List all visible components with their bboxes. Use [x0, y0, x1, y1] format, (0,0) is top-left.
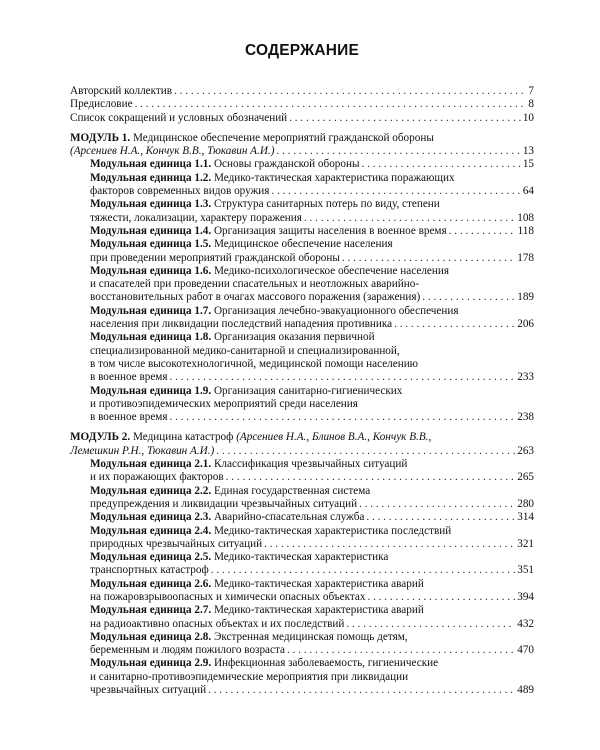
unit-title-line: специализированной медико-санитарной и специализированной, — [90, 344, 400, 357]
toc-page-number: 238 — [517, 411, 534, 424]
toc-page-number: 280 — [517, 497, 534, 510]
unit-label: Модульная единица 1.7. — [90, 304, 212, 317]
toc-page-number: 7 — [528, 85, 534, 97]
toc-unit-entry[interactable] — [70, 238, 534, 265]
unit-title-line: Медико-тактическая характеристика — [213, 551, 389, 564]
toc-page-number: 351 — [517, 564, 534, 577]
module-title: Медицина катастроф — [133, 431, 234, 444]
dot-leader — [135, 98, 527, 111]
dot-leader — [342, 252, 515, 265]
unit-label: Модульная единица 2.8. — [90, 630, 212, 643]
unit-label: Модульная единица 1.2. — [90, 171, 212, 184]
toc-page-number: 108 — [517, 211, 534, 224]
toc-page-number: 118 — [517, 224, 534, 237]
module-label: МОДУЛЬ 2. — [70, 431, 131, 444]
toc-unit-entry[interactable] — [70, 485, 534, 512]
module-label: МОДУЛЬ 1. — [70, 131, 131, 144]
unit-title-line: в военное время — [90, 371, 168, 384]
toc-unit-entry[interactable] — [70, 172, 534, 199]
dot-leader — [289, 112, 521, 125]
module-authors: Лемешкин Р.Н., Тюкавин А.И.) — [70, 444, 215, 457]
unit-title-line: восстановительных работ в очагах массового поражения (заражения) — [90, 291, 421, 304]
unit-label: Модульная единица 2.1. — [90, 458, 212, 471]
dot-leader — [170, 371, 516, 384]
unit-title-line: при проведении мероприятий гражданской обороны — [90, 251, 340, 264]
unit-title-line: Единая государственная система — [213, 484, 371, 497]
dot-leader — [264, 538, 515, 551]
unit-label: Модульная единица 2.7. — [90, 604, 212, 617]
dot-leader — [304, 212, 515, 225]
unit-title-line: Медико-тактическая характеристика поражающих — [213, 171, 455, 184]
toc-page-number: 178 — [517, 251, 534, 264]
unit-title-line: факторов современных видов оружия — [90, 185, 270, 198]
unit-label: Модульная единица 2.6. — [90, 577, 212, 590]
toc-unit-entry[interactable] — [70, 198, 534, 225]
dot-leader — [174, 85, 526, 98]
toc-entry-text: Авторский коллектив — [70, 85, 173, 97]
module-authors: (Арсениев Н.А., Блинов В.А., Кончук В.В., — [236, 431, 432, 444]
toc-entry-text: Предисловие — [70, 98, 133, 111]
module-title: Медицинское обеспечение мероприятий гражданской обороны — [133, 131, 434, 144]
toc-page-number: 189 — [517, 291, 534, 304]
unit-label: Модульная единица 1.1. — [90, 158, 212, 171]
toc-page-number: 206 — [517, 318, 534, 331]
dot-leader — [346, 618, 515, 631]
unit-title-line: Организация санитарно-гигиенических — [213, 384, 403, 397]
unit-title-line: Медико-психологическое обеспечение населения — [213, 264, 449, 277]
unit-title-line: транспортных катастроф — [90, 564, 209, 577]
toc-unit-entry[interactable] — [70, 265, 534, 305]
unit-label: Модульная единица 2.2. — [90, 484, 212, 497]
unit-title-line: беременным и людям пожилого возраста — [90, 644, 285, 657]
unit-label: Модульная единица 1.4. — [90, 224, 212, 237]
dot-leader — [271, 185, 520, 198]
dot-leader — [170, 411, 516, 424]
unit-title-line: чрезвычайных ситуаций — [90, 684, 207, 697]
toc-page-number: 321 — [517, 537, 534, 550]
unit-title-line: Организация оказания первичной — [213, 331, 375, 344]
unit-title-line: Медико-тактическая характеристика аварий — [213, 604, 424, 617]
toc-page-number: 15 — [522, 158, 534, 171]
dot-leader — [211, 564, 516, 577]
dot-leader — [366, 511, 515, 524]
dot-leader — [362, 158, 521, 171]
toc-unit-entry[interactable] — [70, 458, 534, 485]
toc-unit-entry[interactable] — [70, 385, 534, 425]
dot-leader — [287, 644, 515, 657]
toc-entry-text: Список сокращений и условных обозначений — [70, 111, 288, 124]
toc-page-number: 314 — [517, 511, 534, 524]
toc-page-number: 8 — [528, 98, 534, 111]
toc-entry-authors[interactable] — [70, 85, 534, 98]
toc-entry-preface[interactable] — [70, 98, 534, 111]
toc-unit-entry[interactable] — [70, 578, 534, 605]
dot-leader — [422, 291, 515, 304]
toc-unit-entry[interactable] — [70, 331, 534, 384]
toc-entry-abbreviations[interactable] — [70, 112, 534, 125]
unit-title-line: Медико-тактическая характеристика аварий — [213, 577, 424, 590]
toc-page-number: 233 — [517, 371, 534, 384]
toc-unit-entry[interactable] — [70, 551, 534, 578]
unit-title-line: и их поражающих факторов — [90, 471, 224, 484]
unit-label: Модульная единица 2.9. — [90, 657, 212, 670]
dot-leader — [394, 318, 515, 331]
toc-page-number: 470 — [517, 644, 534, 657]
unit-title-line: Классификация чрезвычайных ситуаций — [213, 458, 408, 471]
unit-title-line: в том числе высокотехнологичной, медицинской помощи населению — [90, 357, 419, 370]
dot-leader — [367, 591, 515, 604]
toc-unit-entry[interactable] — [70, 225, 534, 238]
unit-label: Модульная единица 1.5. — [90, 238, 212, 251]
toc-unit-entry[interactable] — [70, 525, 534, 552]
toc-page-number: 10 — [522, 111, 534, 124]
toc-unit-entry[interactable] — [70, 604, 534, 631]
page-title: СОДЕРЖАНИЕ — [244, 42, 360, 59]
toc-module-2[interactable] — [70, 431, 534, 458]
toc-page-number: 432 — [517, 617, 534, 630]
unit-label: Модульная единица 2.4. — [90, 524, 212, 537]
toc-module-1[interactable] — [70, 132, 534, 159]
dot-leader — [216, 445, 515, 458]
toc-page-number: 394 — [517, 590, 534, 603]
unit-label: Модульная единица 1.8. — [90, 331, 212, 344]
unit-title-line: Экстренная медицинская помощь детям, — [213, 630, 408, 643]
unit-title-line: предупреждения и ликвидации чрезвычайных ситуаций — [90, 497, 358, 510]
unit-title-line: Основы гражданской обороны — [213, 158, 360, 171]
unit-title-line: в военное время — [90, 411, 168, 424]
dot-leader — [449, 225, 516, 238]
unit-title-line: Инфекционная заболеваемость, гигиенические — [213, 657, 439, 670]
toc-unit-entry[interactable] — [70, 631, 534, 658]
dot-leader — [226, 471, 516, 484]
unit-title-line: Аварийно-спасательная служба — [213, 511, 365, 524]
unit-title-line: тяжести, локализации, характеру поражения — [90, 211, 302, 224]
unit-title-line: на радиоактивно опасных объектах и их последствий — [90, 617, 345, 630]
dot-leader — [359, 498, 515, 511]
toc-page-number: 265 — [517, 471, 534, 484]
unit-label: Модульная единица 1.3. — [90, 198, 212, 211]
table-of-contents — [70, 85, 534, 697]
unit-label: Модульная единица 1.6. — [90, 264, 212, 277]
toc-page-number: 489 — [517, 684, 534, 697]
toc-unit-entry[interactable] — [70, 305, 534, 332]
unit-label: Модульная единица 1.9. — [90, 384, 212, 397]
unit-title-line: Организация защиты населения в военное время — [213, 224, 447, 237]
unit-label: Модульная единица 2.5. — [90, 551, 212, 564]
unit-title-line: и спасателей при проведении спасательных и неотложных аварийно- — [90, 278, 420, 291]
dot-leader — [208, 684, 515, 697]
dot-leader — [276, 145, 520, 158]
toc-page-number: 13 — [522, 145, 534, 158]
unit-title-line: природных чрезвычайных ситуаций — [90, 537, 263, 550]
unit-title-line: Медицинское обеспечение населения — [213, 238, 393, 251]
unit-label: Модульная единица 2.3. — [90, 511, 212, 524]
toc-page-number: 263 — [517, 444, 534, 457]
unit-title-line: Медико-тактическая характеристика последствий — [213, 524, 452, 537]
unit-title-line: на пожаровзрывоопасных и химически опасных объектах — [90, 590, 366, 603]
toc-page-number: 64 — [522, 185, 534, 198]
unit-title-line: Структура санитарных потерь по виду, степени — [213, 198, 440, 211]
toc-unit-entry[interactable] — [70, 657, 534, 697]
unit-title-line: и противоэпидемических мероприятий среди населения — [90, 397, 358, 410]
toc-unit-entry[interactable] — [70, 511, 534, 524]
module-authors: (Арсениев Н.А., Кончук В.В., Тюкавин А.И.) — [70, 145, 275, 158]
unit-title-line: Организация лечебно-эвакуационного обеспечения — [213, 304, 459, 317]
unit-title-line: и санитарно-противоэпидемические мероприятия при ликвидации — [90, 670, 409, 683]
unit-title-line: населения при ликвидации последствий нападения противника — [90, 318, 393, 331]
toc-unit-entry[interactable] — [70, 158, 534, 171]
